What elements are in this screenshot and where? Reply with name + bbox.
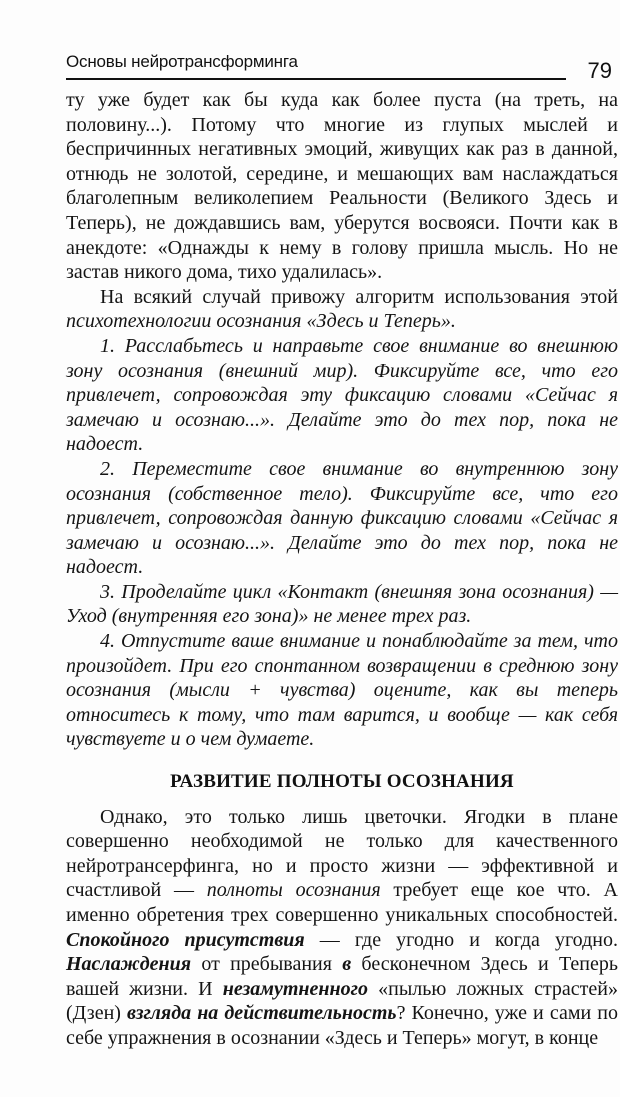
section-text-13: ? Конечно, уже и сами по себе упражнения в осознании «Здесь и Теперь» могут, в конце — [66, 1002, 618, 1049]
section-heading: РАЗВИТИЕ ПОЛНОТЫ ОСОЗНАНИЯ — [170, 771, 514, 793]
algorithm-step-2: 2. Переместите свое внимание во внутреннюю зону осознания (собственное тело). Фиксируйте все, что его привлечет, сопровождая данную фиксацию словами «Сейчас я замечаю и осознаю...». Делайте это до тех пор, пока не надоест. — [66, 457, 618, 579]
section-paragraph — [66, 805, 618, 1051]
paragraph-continuation: ту уже будет как бы куда как более пуста (на треть, на половину...). Потому что многие из глупых мыслей и беспричинных негативных эмоций, живущих как раз в данной, отнюдь не золотой, середине, и мешающих вам наслаждаться благолепным великолепием Реальности (Великого Здесь и Теперь), не дождавшись вам, уберутся восвояси. Почти как в анекдоте: «Однажды к нему в голову пришла мысль. Но не застав никого дома, тихо удалилась». — [66, 89, 618, 284]
section-bold-in: в — [342, 953, 352, 976]
running-title: Основы нейротрансформинга — [66, 52, 298, 71]
section-bold-view: взгляда на действительность — [127, 1002, 397, 1025]
algorithm-step-1: 1. Расслабьтесь и направьте свое внимание во внешнюю зону осознания (внешний мир). Фиксируйте все, что его привлечет, сопровождая эту фиксацию словами «Сейчас я замечаю и осознаю...». Делайте это до тех пор, пока не надоест. — [66, 334, 618, 456]
algorithm-step-3: 3. Проделайте цикл «Контакт (внешняя зона осознания) — Уход (внутренняя его зона)» не менее трех раз. — [66, 580, 618, 628]
section-text-11: «пылью ложных страстей» (Дзен) — [66, 977, 619, 1025]
section-text-7: от пребывания — [191, 953, 343, 976]
section-text-1: Однако, это только лишь цветочки. Ягодки в плане совершенно необходимой не только для качественного нейротрансерфинга, но и просто жизни — эффективной и счастливой — — [66, 805, 618, 902]
algorithm-intro-text: На всякий случай привожу алгоритм использования этой — [100, 285, 618, 308]
algorithm-intro-italic: психотехнологии осознания «Здесь и Теперь». — [66, 310, 456, 333]
header-rule — [66, 78, 566, 80]
section-bold-untroubled: незамутненного — [222, 977, 368, 1000]
section-bold-enjoyment: Наслаждения — [66, 953, 192, 976]
body-text — [66, 88, 618, 1051]
section-text-5: — где угодно и когда угодно. — [304, 928, 618, 951]
section-bold-calm-presence: Спокойного присутствия — [66, 928, 305, 951]
section-text-3: требует еще кое что. А именно обретения трех совершенно уникальных способностей. — [66, 879, 618, 926]
section-italic-fullness: полноты осознания — [206, 879, 381, 902]
page-number: 79 — [587, 58, 612, 83]
paragraph-algorithm-intro — [66, 285, 618, 334]
algorithm-step-4: 4. Отпустите ваше внимание и понаблюдайте за тем, что произойдет. При его спонтанном возвращении в среднюю зону осознания (мысли + чувства) оцените, как вы теперь относитесь к тому, что там варится, и вообще — как себя чувствуете и о чем думаете. — [66, 630, 618, 751]
running-header — [66, 50, 616, 84]
section-text-9: бесконечном Здесь и Теперь вашей жизни. И — [66, 953, 618, 1000]
